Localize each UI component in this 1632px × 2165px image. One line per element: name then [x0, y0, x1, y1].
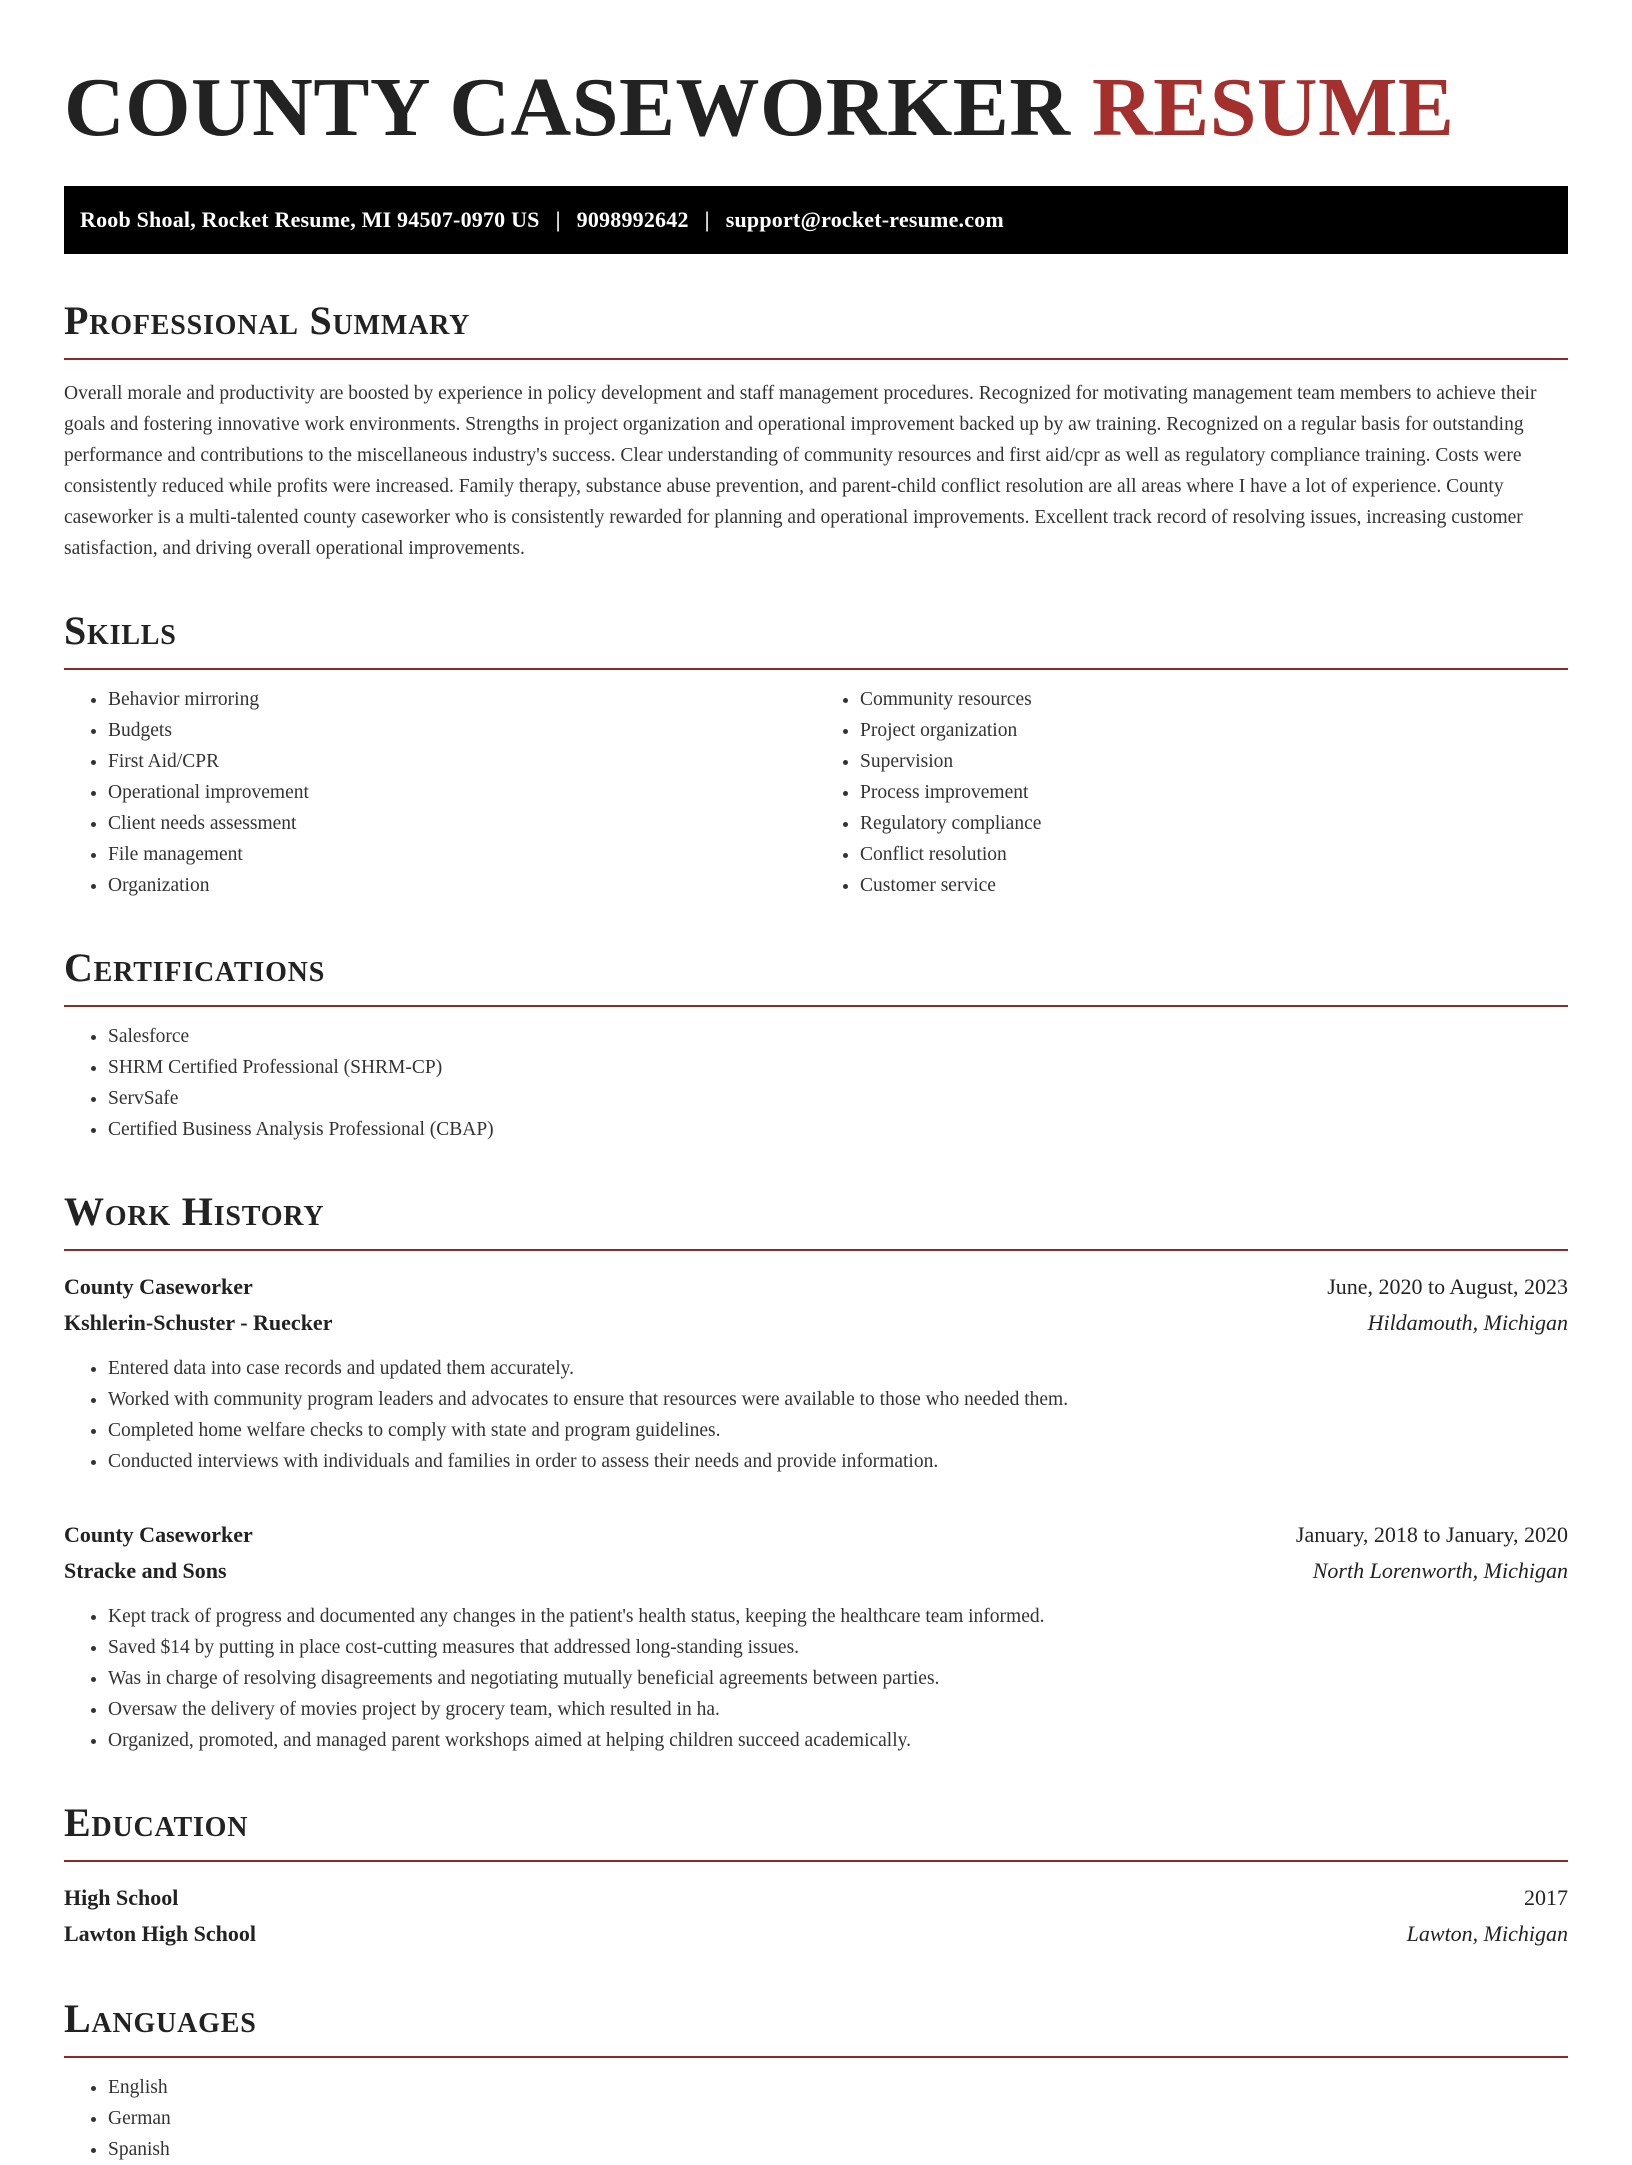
- education-degree: High School: [64, 1885, 179, 1910]
- summary-text: Overall morale and productivity are boosted by experience in policy development and staff management procedures. Recognized for motivating management team members to achieve their goals and fostering innovative work environments. Strengths in project organization and operational improvement backed up by aw training. Recognized on a regular basis for outstanding performance and contributions to the miscellaneous industry's success. Clear understanding of community resources and first aid/cpr as well as regulatory compliance training. Costs were consistently reduced while profits were increased. Family therapy, substance abuse prevention, and parent-child conflict resolution are all areas where I have a lot of experience. County caseworker is a multi-talented county caseworker who is consistently rewarded for planning and operational improvements. Excellent track record of resolving issues, increasing customer satisfaction, and driving overall operational improvements.: [64, 383, 1537, 559]
- skill-item: • Project organization: [860, 715, 1568, 746]
- job-duty-item: • Completed home welfare checks to comply with state and program guidelines.: [108, 1415, 1568, 1446]
- job-company-row: [64, 1553, 1568, 1589]
- education-location: Lawton, Michigan: [1406, 1921, 1568, 1946]
- job-duty-item: • Was in charge of resolving disagreements and negotiating mutually beneficial agreements between parties.: [108, 1663, 1568, 1694]
- certifications-list: [64, 1021, 1568, 1145]
- resume-title: [64, 52, 1568, 158]
- job-duty-item: • Worked with community program leaders and advocates to ensure that resources were available to those who needed them.: [108, 1384, 1568, 1415]
- job-company: Kshlerin-Schuster - Ruecker: [64, 1310, 333, 1335]
- job-duty-item: • Organized, promoted, and managed parent workshops aimed at helping children succeed academically.: [108, 1725, 1568, 1756]
- skill-item: • Conflict resolution: [860, 839, 1568, 870]
- skill-item: • Organization: [108, 870, 816, 901]
- section-divider: [64, 2056, 1568, 2058]
- job-company: Stracke and Sons: [64, 1558, 227, 1583]
- contact-separator: |: [704, 207, 710, 232]
- skill-item: • Budgets: [108, 715, 816, 746]
- certification-item: • Certified Business Analysis Professional (CBAP): [108, 1114, 1568, 1145]
- language-item: • German: [108, 2103, 1568, 2134]
- certification-item: • SHRM Certified Professional (SHRM-CP): [108, 1052, 1568, 1083]
- skill-item: • Community resources: [860, 684, 1568, 715]
- skill-item: • Regulatory compliance: [860, 808, 1568, 839]
- skills-list-right: [816, 684, 1568, 901]
- section-title-languages: Languages: [64, 1996, 257, 2041]
- job-position: County Caseworker: [64, 1522, 253, 1547]
- skills-grid: [64, 670, 1568, 901]
- job-location: Hildamouth, Michigan: [1367, 1310, 1568, 1335]
- job-duties-list: [64, 1353, 1568, 1477]
- section-title-certifications: Certifications: [64, 945, 326, 990]
- job-dates: January, 2018 to January, 2020: [1295, 1522, 1568, 1547]
- job-duty-item: • Saved $14 by putting in place cost-cutting measures that addressed long-standing issues.: [108, 1632, 1568, 1663]
- job-duty-item: • Entered data into case records and updated them accurately.: [108, 1353, 1568, 1384]
- job-entry: [64, 1269, 1568, 1477]
- language-item: • English: [108, 2072, 1568, 2103]
- job-duties-list: [64, 1601, 1568, 1756]
- job-dates: June, 2020 to August, 2023: [1327, 1274, 1568, 1299]
- section-divider: [64, 1005, 1568, 1007]
- skill-item: • Behavior mirroring: [108, 684, 816, 715]
- education-school-row: [64, 1916, 1568, 1952]
- section-title-skills: Skills: [64, 608, 177, 653]
- certification-item: • Salesforce: [108, 1021, 1568, 1052]
- skill-item: • Supervision: [860, 746, 1568, 777]
- job-position: County Caseworker: [64, 1274, 253, 1299]
- section-divider: [64, 358, 1568, 360]
- section-title-education: Education: [64, 1800, 249, 1845]
- skill-item: • First Aid/CPR: [108, 746, 816, 777]
- education-degree-row: [64, 1880, 1568, 1916]
- contact-email: support@rocket-resume.com: [725, 207, 1004, 232]
- education-entry: [64, 1880, 1568, 1952]
- skill-item: • File management: [108, 839, 816, 870]
- job-header-row: [64, 1269, 1568, 1305]
- languages-list: [64, 2072, 1568, 2165]
- skill-item: • Customer service: [860, 870, 1568, 901]
- job-company-row: [64, 1305, 1568, 1341]
- contact-phone: 9098992642: [576, 207, 689, 232]
- job-duty-item: • Conducted interviews with individuals and families in order to assess their needs and provide information.: [108, 1446, 1568, 1477]
- title-accent: RESUME: [1092, 61, 1455, 154]
- education-year: 2017: [1524, 1885, 1568, 1910]
- skill-item: • Process improvement: [860, 777, 1568, 808]
- contact-address: Roob Shoal, Rocket Resume, MI 94507-0970 US: [80, 207, 540, 232]
- contact-bar: [64, 186, 1568, 254]
- education-school: Lawton High School: [64, 1921, 256, 1946]
- title-main: COUNTY CASEWORKER: [64, 61, 1071, 154]
- section-title-summary: Professional Summary: [64, 298, 471, 343]
- job-duty-item: • Oversaw the delivery of movies project by grocery team, which resulted in ha.: [108, 1694, 1568, 1725]
- contact-separator: |: [555, 207, 561, 232]
- certification-item: • ServSafe: [108, 1083, 1568, 1114]
- job-duty-item: • Kept track of progress and documented any changes in the patient's health status, keeping the healthcare team informed.: [108, 1601, 1568, 1632]
- job-header-row: [64, 1517, 1568, 1553]
- skills-list-left: [64, 684, 816, 901]
- job-location: North Lorenworth, Michigan: [1312, 1558, 1568, 1583]
- section-title-work-history: Work History: [64, 1189, 325, 1234]
- skill-item: • Operational improvement: [108, 777, 816, 808]
- section-divider: [64, 1860, 1568, 1862]
- section-divider: [64, 1249, 1568, 1251]
- job-entry: [64, 1517, 1568, 1756]
- skill-item: • Client needs assessment: [108, 808, 816, 839]
- language-item: • Spanish: [108, 2134, 1568, 2165]
